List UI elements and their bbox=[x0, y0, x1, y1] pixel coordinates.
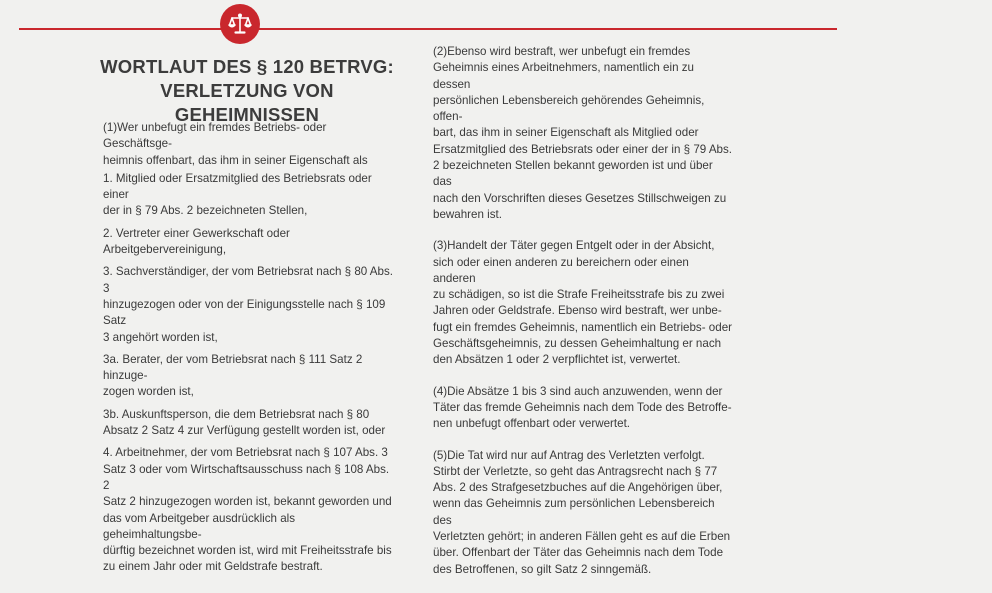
top-divider-line bbox=[19, 28, 837, 30]
list-item-1: 1. Mitglied oder Ersatzmitglied des Betriebsrats oder einer der in § 79 Abs. 2 bezeichneten Stellen, bbox=[103, 171, 372, 218]
paragraph-5: (5)Die Tat wird nur auf Antrag des Verletzten verfolgt. Stirbt der Verletzte, so geht das Antragsrecht nach § 77 Abs. 2 des Strafgesetzbuches auf die Angehörigen über, wenn das Geheimnis zum persönlichen Lebensbereich des Verletzten gehört; in anderen Fällen geht es auf die Erben über. Offenbart der Täter das Geheimnis nach dem Tode des Betroffenen, so gilt Satz 2 sinngemäß. bbox=[433, 448, 731, 576]
left-text-column bbox=[103, 120, 395, 582]
list-item-3b: 3b. Auskunftsperson, die dem Betriebsrat nach § 80 Absatz 2 Satz 4 zur Verfügung gestellt worden ist, oder bbox=[103, 407, 386, 438]
title-line-2: VERLETZUNG VON GEHEIMNISSEN bbox=[160, 80, 334, 125]
paragraph-1-intro: (1)Wer unbefugt ein fremdes Betriebs- oder Geschäftsge- heimnis offenbart, das ihm in seiner Eigenschaft als bbox=[103, 121, 368, 167]
list-item-4: 4. Arbeitnehmer, der vom Betriebsrat nach § 107 Abs. 3 Satz 3 oder vom Wirtschaftsausschuss nach § 108 Abs. 2 Satz 2 hinzugezogen worden ist, bekannt geworden und das vom Arbeitgeber ausdrücklich als geheimhaltungsbe- dürftig bezeichnet worden ist, wird mit Freiheitsstrafe bis zu einem Jahr oder mit Geldstrafe bestraft. bbox=[103, 446, 392, 574]
list-item-3a: 3a. Berater, der vom Betriebsrat nach § 111 Satz 2 hinzuge- zogen worden ist, bbox=[103, 352, 363, 399]
page-title bbox=[92, 55, 402, 127]
scales-of-justice-icon bbox=[220, 4, 260, 44]
paragraph-2: (2)Ebenso wird bestraft, wer unbefugt ein fremdes Geheimnis eines Arbeitnehmers, namentlich ein zu dessen persönlichen Lebensbereich gehörendes Geheimnis, offen- bart, das ihm in seiner Eigenschaft als Mitglied oder Ersatzmitglied des Betriebsrats oder einer der in § 79 Abs. 2 bezeichneten Stellen bekannt geworden ist und über das nach den Vorschriften dieses Gesetzes Stillschweigen zu bewahren ist. bbox=[433, 45, 733, 221]
list-item-2: 2. Vertreter einer Gewerkschaft oder Arbeitgebervereinigung, bbox=[103, 226, 290, 257]
list-item-3: 3. Sachverständiger, der vom Betriebsrat nach § 80 Abs. 3 hinzugezogen oder von der Einigungsstelle nach § 109 Satz 3 angehört worden ist, bbox=[103, 265, 394, 344]
paragraph-4: (4)Die Absätze 1 bis 3 sind auch anzuwenden, wenn der Täter das fremde Geheimnis nach dem Tode des Betroffe- nen unbefugt offenbart oder verwertet. bbox=[433, 384, 732, 431]
title-line-1: WORTLAUT DES § 120 BETRVG: bbox=[100, 56, 394, 77]
paragraph-3: (3)Handelt der Täter gegen Entgelt oder in der Absicht, sich oder einen anderen zu bereichern oder einen anderen zu schädigen, so ist die Strafe Freiheitsstrafe bis zu zwei Jahren oder Geldstrafe. Ebenso wird bestraft, wer unbe- fugt ein fremdes Geheimnis, namentlich ein Betriebs- oder Geschäftsgeheimnis, zu dessen Geheimhaltung er nach den Absätzen 1 oder 2 verpflichtet ist, verwertet. bbox=[433, 239, 733, 367]
